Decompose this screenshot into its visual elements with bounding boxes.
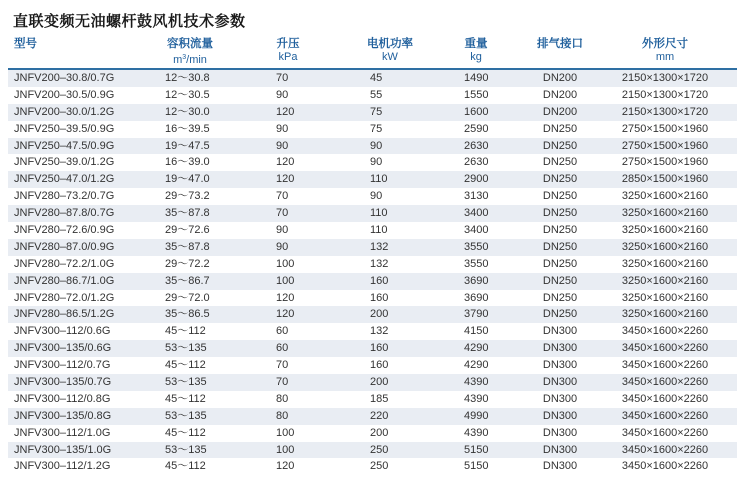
cell-pressure: 90 <box>276 240 289 253</box>
cell-power: 220 <box>370 409 389 422</box>
page-title: 直联变频无油螺杆鼓风机技术参数 <box>13 12 246 30</box>
cell-pressure: 100 <box>276 426 295 439</box>
table-row <box>8 256 737 273</box>
cell-power: 160 <box>370 342 389 355</box>
cell-pressure: 80 <box>276 392 289 405</box>
table-header <box>8 36 737 70</box>
table-row <box>8 323 737 340</box>
cell-model: JNFV280–86.5/1.2G <box>14 308 115 321</box>
table-row <box>8 306 737 323</box>
cell-dims: 2750×1500×1960 <box>621 139 709 152</box>
cell-pressure: 70 <box>276 207 289 220</box>
cell-power: 185 <box>370 392 389 405</box>
table-row <box>8 222 737 239</box>
cell-weight: 2630 <box>464 139 489 152</box>
cell-port: DN300 <box>542 325 578 338</box>
cell-dims: 2750×1500×1960 <box>621 122 709 135</box>
cell-power: 90 <box>370 190 383 203</box>
cell-flow: 35～86.5 <box>165 308 210 321</box>
cell-dims: 3450×1600×2260 <box>621 325 709 338</box>
cell-model: JNFV250–39.0/1.2G <box>14 156 115 169</box>
cell-model: JNFV250–39.5/0.9G <box>14 122 115 135</box>
table-body <box>8 70 737 475</box>
cell-port: DN250 <box>542 173 578 186</box>
table-row <box>8 154 737 171</box>
cell-flow: 29～72.6 <box>165 224 210 237</box>
cell-port: DN250 <box>542 139 578 152</box>
header-flow-unit <box>154 51 226 67</box>
cell-power: 132 <box>370 240 389 253</box>
cell-dims: 3250×1600×2160 <box>621 224 709 237</box>
cell-pressure: 80 <box>276 409 289 422</box>
table-row <box>8 442 737 459</box>
cell-pressure: 90 <box>276 88 289 101</box>
cell-dims: 2850×1500×1960 <box>621 173 709 186</box>
table-row <box>8 188 737 205</box>
cell-flow: 16～39.0 <box>165 156 210 169</box>
cell-weight: 4390 <box>464 392 489 405</box>
cell-dims: 2750×1500×1960 <box>621 156 709 169</box>
cell-flow: 16～39.5 <box>165 122 210 135</box>
cell-pressure: 70 <box>276 359 289 372</box>
header-port-label: 排气接口 <box>537 38 583 50</box>
header-dims <box>600 38 730 64</box>
cell-pressure: 100 <box>276 274 295 287</box>
cell-pressure: 120 <box>276 460 295 473</box>
cell-pressure: 60 <box>276 325 289 338</box>
cell-model: JNFV200–30.8/0.7G <box>14 72 115 84</box>
cell-power: 75 <box>370 122 383 135</box>
header-model <box>14 38 37 51</box>
cell-port: DN300 <box>542 460 578 473</box>
header-port <box>520 38 600 51</box>
header-power-label: 电机功率 <box>367 38 413 50</box>
cell-weight: 2630 <box>464 156 489 169</box>
cell-port: DN250 <box>542 122 578 135</box>
spec-table <box>8 36 737 475</box>
cell-pressure: 120 <box>276 173 295 186</box>
cell-flow: 35～87.8 <box>165 207 210 220</box>
table-row <box>8 374 737 391</box>
table-row <box>8 138 737 155</box>
cell-dims: 3250×1600×2160 <box>621 291 709 304</box>
cell-weight: 3400 <box>464 224 489 237</box>
cell-power: 132 <box>370 325 389 338</box>
cell-port: DN300 <box>542 359 578 372</box>
header-weight <box>446 38 506 64</box>
cell-power: 110 <box>370 224 388 237</box>
cell-model: JNFV280–86.7/1.0G <box>14 274 115 287</box>
cell-weight: 4150 <box>464 325 489 338</box>
header-pressure-unit: kPa <box>278 51 298 63</box>
table-row <box>8 104 737 121</box>
cell-port: DN250 <box>542 291 578 304</box>
table-row <box>8 121 737 138</box>
cell-weight: 1550 <box>464 88 489 101</box>
cell-model: JNFV300–135/0.6G <box>14 342 112 355</box>
cell-power: 160 <box>370 274 389 287</box>
cell-power: 90 <box>370 139 383 152</box>
cell-port: DN200 <box>542 105 578 118</box>
cell-dims: 3250×1600×2160 <box>621 190 709 203</box>
cell-pressure: 120 <box>276 291 295 304</box>
cell-pressure: 70 <box>276 376 289 389</box>
cell-dims: 3250×1600×2160 <box>621 257 709 270</box>
cell-weight: 4390 <box>464 426 489 439</box>
cell-model: JNFV280–87.8/0.7G <box>14 207 115 220</box>
cell-dims: 3450×1600×2260 <box>621 359 709 372</box>
cell-flow: 45～112 <box>165 359 206 372</box>
header-weight-unit: kg <box>470 51 482 63</box>
cell-flow: 45～112 <box>165 426 206 439</box>
cell-flow: 53～135 <box>165 443 207 456</box>
cell-pressure: 90 <box>276 224 289 237</box>
cell-dims: 3450×1600×2260 <box>621 426 709 439</box>
cell-weight: 3790 <box>464 308 489 321</box>
cell-weight: 2900 <box>464 173 489 186</box>
cell-model: JNFV250–47.0/1.2G <box>14 173 115 186</box>
cell-power: 160 <box>370 291 389 304</box>
table-row <box>8 239 737 256</box>
cell-pressure: 100 <box>276 443 295 456</box>
cell-weight: 3550 <box>464 240 489 253</box>
cell-port: DN250 <box>542 308 578 321</box>
cell-weight: 4290 <box>464 342 489 355</box>
header-power <box>352 38 428 64</box>
cell-model: JNFV300–112/0.7G <box>14 359 111 372</box>
cell-power: 250 <box>370 460 389 473</box>
header-flow-label: 容积流量 <box>167 38 213 50</box>
cell-model: JNFV300–112/0.6G <box>14 325 111 338</box>
cell-pressure: 60 <box>276 342 289 355</box>
cell-model: JNFV300–135/1.0G <box>14 443 112 456</box>
header-dims-label: 外形尺寸 <box>642 38 688 50</box>
cell-port: DN250 <box>542 207 578 220</box>
cell-model: JNFV200–30.5/0.9G <box>14 88 115 101</box>
cell-power: 160 <box>370 359 389 372</box>
cell-dims: 3450×1600×2260 <box>621 460 709 473</box>
cell-dims: 3450×1600×2260 <box>621 376 709 389</box>
flow-unit-base: m <box>173 54 183 66</box>
cell-pressure: 120 <box>276 308 295 321</box>
cell-power: 200 <box>370 308 389 321</box>
cell-dims: 3450×1600×2260 <box>621 443 709 456</box>
cell-model: JNFV280–87.0/0.9G <box>14 240 115 253</box>
cell-dims: 3250×1600×2160 <box>621 240 709 253</box>
cell-port: DN300 <box>542 376 578 389</box>
cell-pressure: 70 <box>276 190 289 203</box>
table-row <box>8 171 737 188</box>
table-row <box>8 425 737 442</box>
cell-port: DN300 <box>542 342 578 355</box>
cell-dims: 3250×1600×2160 <box>621 274 709 287</box>
cell-power: 250 <box>370 443 389 456</box>
cell-flow: 53～135 <box>165 342 207 355</box>
cell-flow: 45～112 <box>165 392 206 405</box>
table-row <box>8 273 737 290</box>
cell-port: DN250 <box>542 274 578 287</box>
cell-dims: 2150×1300×1720 <box>621 105 709 118</box>
cell-pressure: 120 <box>276 156 295 169</box>
cell-port: DN200 <box>542 88 578 101</box>
cell-flow: 29～72.2 <box>165 257 210 270</box>
cell-model: JNFV300–112/1.2G <box>14 460 111 473</box>
cell-port: DN250 <box>542 240 578 253</box>
cell-weight: 3550 <box>464 257 489 270</box>
cell-flow: 45～112 <box>165 460 206 473</box>
cell-weight: 5150 <box>464 460 489 473</box>
cell-power: 200 <box>370 426 389 439</box>
cell-dims: 2150×1300×1720 <box>621 72 709 84</box>
table-row <box>8 408 737 425</box>
cell-weight: 2590 <box>464 122 489 135</box>
cell-port: DN300 <box>542 409 578 422</box>
cell-model: JNFV300–135/0.8G <box>14 409 112 422</box>
cell-weight: 5150 <box>464 443 489 456</box>
header-weight-label: 重量 <box>464 38 488 50</box>
cell-flow: 35～87.8 <box>165 240 210 253</box>
cell-model: JNFV280–73.2/0.7G <box>14 190 115 203</box>
cell-flow: 53～135 <box>165 409 207 422</box>
cell-power: 45 <box>370 72 383 84</box>
cell-model: JNFV280–72.6/0.9G <box>14 224 115 237</box>
cell-weight: 4290 <box>464 359 489 372</box>
cell-model: JNFV280–72.2/1.0G <box>14 257 115 270</box>
flow-unit-rest: /min <box>186 54 207 66</box>
cell-power: 132 <box>370 257 389 270</box>
cell-weight: 1600 <box>464 105 489 118</box>
cell-pressure: 70 <box>276 72 289 84</box>
cell-model: JNFV280–72.0/1.2G <box>14 291 115 304</box>
cell-dims: 3450×1600×2260 <box>621 342 709 355</box>
cell-port: DN250 <box>542 224 578 237</box>
table-row <box>8 357 737 374</box>
table-row <box>8 340 737 357</box>
cell-weight: 3130 <box>464 190 489 203</box>
cell-port: DN250 <box>542 257 578 270</box>
cell-weight: 3690 <box>464 274 489 287</box>
cell-port: DN300 <box>542 443 578 456</box>
cell-port: DN250 <box>542 156 578 169</box>
cell-flow: 29～72.0 <box>165 291 210 304</box>
table-row <box>8 391 737 408</box>
cell-power: 200 <box>370 376 389 389</box>
flow-unit-sup: 3 <box>182 54 187 61</box>
cell-power: 55 <box>370 88 383 101</box>
table-row <box>8 70 737 87</box>
cell-flow: 19～47.5 <box>165 139 210 152</box>
header-model-label: 型号 <box>14 38 37 50</box>
cell-flow: 35～86.7 <box>165 274 210 287</box>
cell-pressure: 90 <box>276 139 289 152</box>
cell-flow: 12～30.0 <box>165 105 210 118</box>
cell-power: 110 <box>370 207 388 220</box>
cell-flow: 12～30.8 <box>165 72 210 84</box>
cell-weight: 4990 <box>464 409 489 422</box>
cell-flow: 45～112 <box>165 325 206 338</box>
header-power-unit: kW <box>382 51 398 63</box>
cell-dims: 3250×1600×2160 <box>621 207 709 220</box>
cell-flow: 12～30.5 <box>165 88 210 101</box>
cell-port: DN250 <box>542 190 578 203</box>
cell-model: JNFV200–30.0/1.2G <box>14 105 115 118</box>
header-pressure-label: 升压 <box>276 38 300 50</box>
table-row <box>8 290 737 307</box>
cell-dims: 3250×1600×2160 <box>621 308 709 321</box>
cell-power: 75 <box>370 105 383 118</box>
cell-weight: 4390 <box>464 376 489 389</box>
cell-power: 110 <box>370 173 388 186</box>
header-flow <box>154 38 226 67</box>
cell-dims: 2150×1300×1720 <box>621 88 709 101</box>
cell-power: 90 <box>370 156 383 169</box>
cell-dims: 3450×1600×2260 <box>621 392 709 405</box>
cell-weight: 1490 <box>464 72 489 84</box>
table-row <box>8 458 737 475</box>
cell-flow: 53～135 <box>165 376 207 389</box>
cell-model: JNFV300–135/0.7G <box>14 376 112 389</box>
cell-weight: 3690 <box>464 291 489 304</box>
header-dims-unit: mm <box>655 51 675 63</box>
cell-pressure: 120 <box>276 105 295 118</box>
cell-model: JNFV250–47.5/0.9G <box>14 139 115 152</box>
cell-weight: 3400 <box>464 207 489 220</box>
cell-model: JNFV300–112/1.0G <box>14 426 111 439</box>
cell-model: JNFV300–112/0.8G <box>14 392 111 405</box>
cell-port: DN300 <box>542 392 578 405</box>
header-pressure <box>264 38 312 64</box>
cell-dims: 3450×1600×2260 <box>621 409 709 422</box>
cell-port: DN200 <box>542 72 578 84</box>
cell-port: DN300 <box>542 426 578 439</box>
cell-pressure: 90 <box>276 122 289 135</box>
table-row <box>8 205 737 222</box>
cell-flow: 29～73.2 <box>165 190 210 203</box>
cell-flow: 19～47.0 <box>165 173 210 186</box>
cell-pressure: 100 <box>276 257 295 270</box>
table-row <box>8 87 737 104</box>
